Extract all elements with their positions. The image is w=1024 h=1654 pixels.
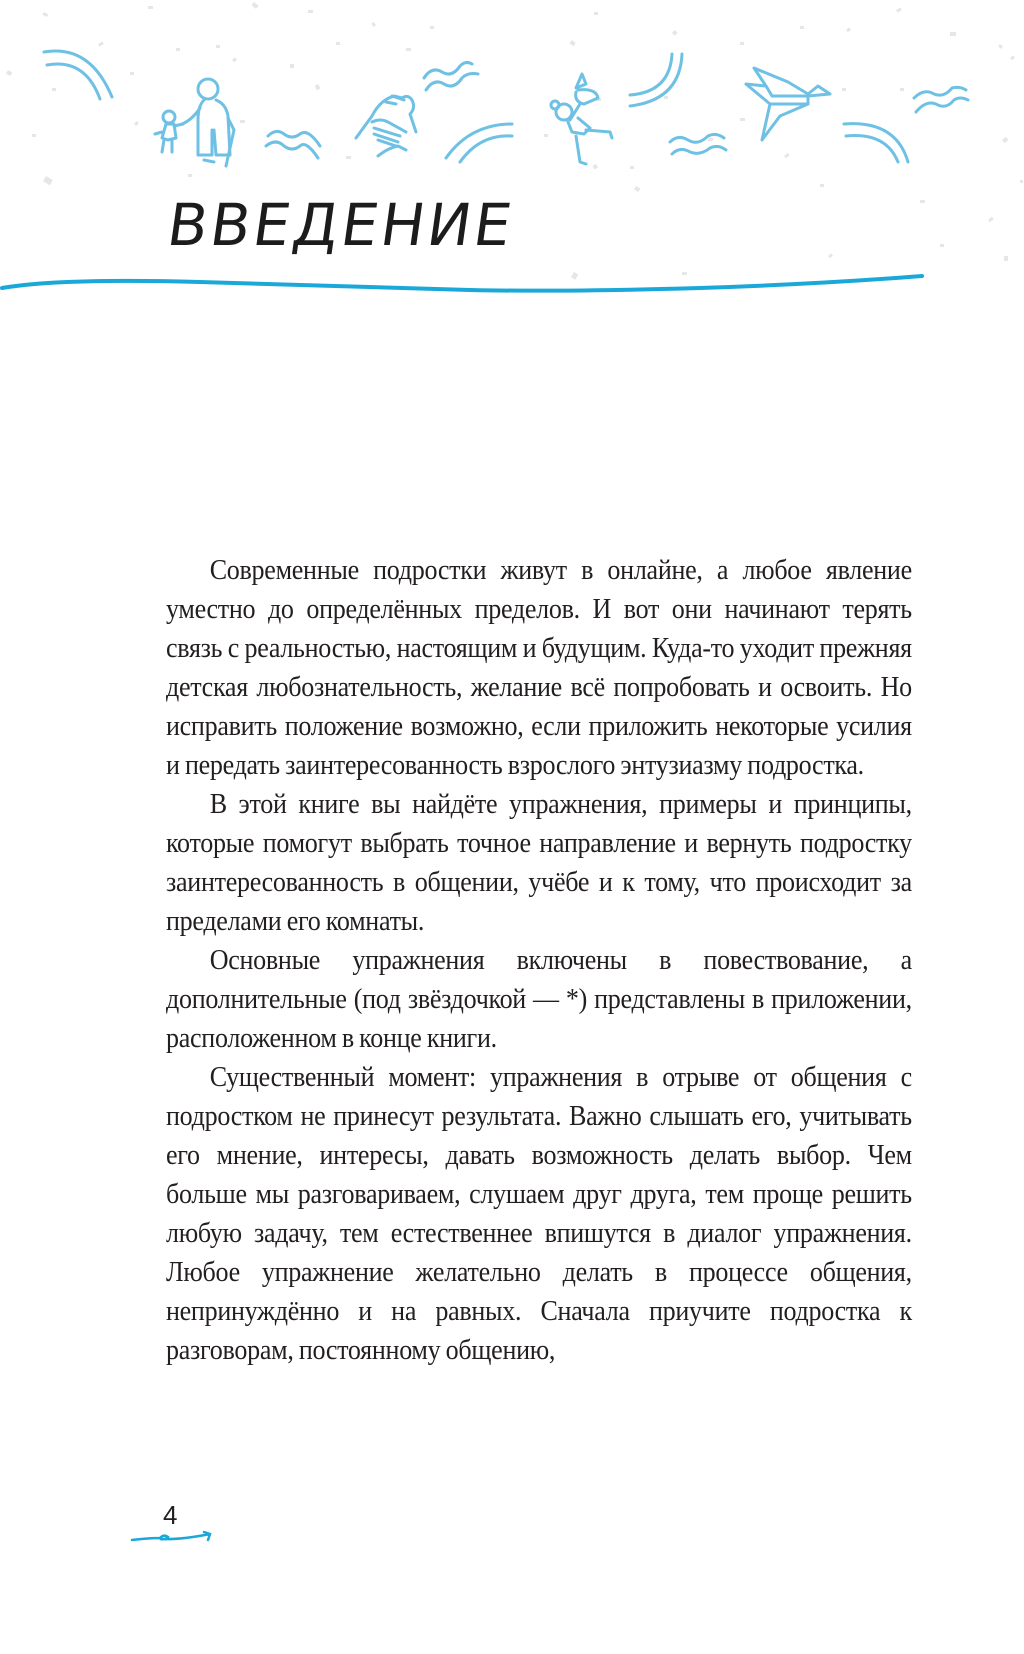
footer-swash-icon [130, 1530, 220, 1546]
page-number: 4 [163, 1500, 178, 1530]
wave-lines-icon [914, 87, 968, 112]
page-title: ВВЕДЕНИЕ [163, 191, 519, 259]
title-underline [0, 270, 1024, 300]
parent-child-walking-icon [155, 79, 234, 166]
helping-hands-icon [356, 96, 416, 156]
paragraph: Основные упражнения включены в повествование, а дополнительные (под звёздочкой — *) представлены в приложении, расположенном в конце книги. [166, 945, 912, 1054]
page-footer [130, 1500, 230, 1550]
girl-running-icon [551, 74, 612, 164]
header-illustration [0, 0, 1024, 300]
origami-bird-icon [746, 68, 830, 140]
wave-lines-icon [670, 134, 726, 154]
wave-lines-icon [266, 131, 320, 158]
background-specks [6, 2, 1023, 280]
body-text [166, 551, 912, 1370]
paragraph: В этой книге вы найдёте упражнения, примеры и принципы, которые помогут выбрать точное направление и вернуть подростку заинтересованность в общении, учёбе и к тому, что происходит за пределами его комнаты. [166, 789, 912, 937]
rainbow-arc-icon [844, 124, 908, 162]
rainbow-arc-icon [44, 51, 112, 99]
paragraph: Существенный момент: упражнения в отрыве от общения с подростком не принесут результата. Важно слышать его, учитывать его мнение, интересы, давать возможность делать выбор. Чем больше мы разговариваем, слушаем друг друга, тем проще решить любую задачу, тем естественнее впишутся в диалог упражнения. Любое упражнение желательно делать в процессе общения, непринуждённо и на равных. Сначала приучите подростка к разговорам, постоянному общению, [166, 1062, 912, 1366]
wave-lines-icon [424, 62, 478, 90]
rainbow-arc-icon [630, 54, 682, 106]
paragraph: Современные подростки живут в онлайне, а любое явление уместно до определённых пределов. И вот они начинают терять связь с реальностью, настоящим и будущим. Куда-то уходит прежняя детская любознательность, желание всё попробовать и освоить. Но исправить положение возможно, если приложить некоторые усилия и передать заинтересованность взрослого энтузиазму подростка. [166, 555, 912, 781]
rainbow-arc-icon [446, 124, 512, 162]
